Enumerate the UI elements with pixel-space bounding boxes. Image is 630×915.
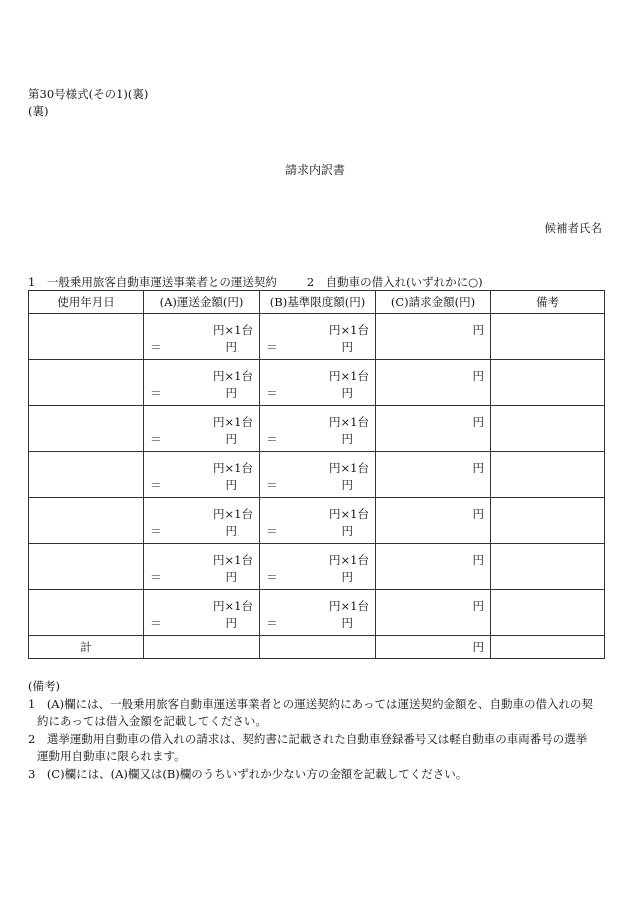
unit-yen-per-car: 円×1台: [213, 507, 253, 521]
date-cell[interactable]: [29, 452, 144, 498]
date-cell[interactable]: [29, 590, 144, 636]
yen-unit: 円: [225, 616, 237, 630]
total-row: [29, 636, 605, 659]
equals-sign: ＝: [266, 340, 278, 354]
remarks-cell[interactable]: [491, 544, 605, 590]
unit-yen-per-car: 円×1台: [329, 507, 369, 521]
remarks-cell[interactable]: [491, 498, 605, 544]
header-b-limit: (B)基準限度額(円): [260, 291, 376, 314]
note-1: 1 (A)欄には、一般乗用旅客自動車運送事業者との運送契約にあっては運送契約金額を、自動車の借入れの契: [28, 696, 593, 711]
yen-unit: 円: [472, 599, 484, 613]
unit-yen-per-car: 円×1台: [213, 415, 253, 429]
table-row: [29, 590, 605, 636]
yen-unit: 円: [472, 415, 484, 429]
note-3: 3 (C)欄には、(A)欄又は(B)欄のうちいずれか少ない方の金額を記載してください。: [28, 766, 468, 781]
equals-sign: ＝: [266, 386, 278, 400]
b-limit-cell[interactable]: [260, 590, 376, 636]
table-row: [29, 452, 605, 498]
header-a-amount: (A)運送金額(円): [144, 291, 260, 314]
unit-yen-per-car: 円×1台: [213, 461, 253, 475]
table-row: [29, 544, 605, 590]
table-header-row: [29, 291, 605, 314]
yen-unit: 円: [341, 524, 353, 538]
a-amount-cell[interactable]: [144, 314, 260, 360]
equals-sign: ＝: [150, 478, 162, 492]
unit-yen-per-car: 円×1台: [213, 553, 253, 567]
equals-sign: ＝: [150, 524, 162, 538]
equals-sign: ＝: [266, 570, 278, 584]
yen-unit: 円: [225, 432, 237, 446]
c-claim-cell[interactable]: [376, 590, 491, 636]
note-1-continued: 約にあっては借入金額を記載してください。: [37, 714, 267, 728]
yen-unit: 円: [225, 386, 237, 400]
total-label: 計: [29, 636, 144, 659]
unit-yen-per-car: 円×1台: [329, 461, 369, 475]
yen-unit: 円: [225, 340, 237, 354]
b-limit-cell[interactable]: [260, 452, 376, 498]
yen-unit: 円: [341, 616, 353, 630]
yen-unit: 円: [225, 524, 237, 538]
equals-sign: ＝: [150, 432, 162, 446]
unit-yen-per-car: 円×1台: [329, 323, 369, 337]
unit-yen-per-car: 円×1台: [329, 415, 369, 429]
b-limit-cell[interactable]: [260, 498, 376, 544]
unit-yen-per-car: 円×1台: [213, 369, 253, 383]
note-2-continued: 運動用自動車に限られます。: [37, 749, 186, 763]
header-date: 使用年月日: [29, 291, 144, 314]
total-remarks-cell: [491, 636, 605, 659]
yen-unit: 円: [341, 340, 353, 354]
yen-unit: 円: [341, 570, 353, 584]
b-limit-cell[interactable]: [260, 544, 376, 590]
date-cell[interactable]: [29, 544, 144, 590]
yen-unit: 円: [472, 507, 484, 521]
total-a-cell: [144, 636, 260, 659]
remarks-cell[interactable]: [491, 590, 605, 636]
unit-yen-per-car: 円×1台: [213, 323, 253, 337]
note-2: 2 選挙運動用自動車の借入れの請求は、契約書に記載された自動車登録番号又は軽自動車の車両番号の選挙: [28, 731, 588, 746]
remarks-cell[interactable]: [491, 360, 605, 406]
remarks-cell[interactable]: [491, 452, 605, 498]
unit-yen-per-car: 円×1台: [329, 369, 369, 383]
a-amount-cell[interactable]: [144, 498, 260, 544]
yen-unit: 円: [341, 386, 353, 400]
table-row: [29, 360, 605, 406]
yen-unit: 円: [225, 570, 237, 584]
page-title: 請求内訳書: [284, 163, 345, 177]
c-claim-cell[interactable]: [376, 314, 491, 360]
equals-sign: ＝: [150, 570, 162, 584]
yen-unit: 円: [472, 461, 484, 475]
candidate-name-label: 候補者氏名: [544, 221, 602, 235]
header-remarks: 備考: [491, 291, 605, 314]
equals-sign: ＝: [266, 524, 278, 538]
date-cell[interactable]: [29, 360, 144, 406]
c-claim-cell[interactable]: [376, 406, 491, 452]
equals-sign: ＝: [150, 386, 162, 400]
yen-unit: 円: [341, 432, 353, 446]
claim-detail-table: [28, 290, 605, 659]
unit-yen-per-car: 円×1台: [213, 599, 253, 613]
b-limit-cell[interactable]: [260, 406, 376, 452]
equals-sign: ＝: [266, 478, 278, 492]
date-cell[interactable]: [29, 498, 144, 544]
yen-unit: 円: [472, 323, 484, 337]
a-amount-cell[interactable]: [144, 544, 260, 590]
c-claim-cell[interactable]: [376, 498, 491, 544]
yen-unit: 円: [472, 369, 484, 383]
yen-unit: 円: [341, 478, 353, 492]
date-cell[interactable]: [29, 314, 144, 360]
heading-item-1: 1 一般乗用旅客自動車運送事業者との運送契約: [28, 275, 277, 289]
header-c-claim: (C)請求金額(円): [376, 291, 491, 314]
section-heading: [28, 274, 483, 290]
a-amount-cell[interactable]: [144, 360, 260, 406]
unit-yen-per-car: 円×1台: [329, 553, 369, 567]
equals-sign: ＝: [266, 616, 278, 630]
c-claim-cell[interactable]: [376, 452, 491, 498]
notes-section: [28, 678, 593, 783]
table-row: [29, 406, 605, 452]
notes-title: (備考): [28, 679, 60, 693]
heading-item-2: 2 自動車の借入れ(いずれかに○): [306, 275, 483, 289]
b-limit-cell[interactable]: [260, 360, 376, 406]
equals-sign: ＝: [150, 616, 162, 630]
table-row: [29, 498, 605, 544]
yen-unit: 円: [472, 553, 484, 567]
total-c-cell: 円: [376, 636, 491, 659]
date-cell[interactable]: [29, 406, 144, 452]
table-row: [29, 314, 605, 360]
c-claim-cell[interactable]: [376, 360, 491, 406]
b-limit-cell[interactable]: [260, 314, 376, 360]
equals-sign: ＝: [266, 432, 278, 446]
form-side-label: (裏): [28, 104, 49, 118]
yen-unit: 円: [225, 478, 237, 492]
unit-yen-per-car: 円×1台: [329, 599, 369, 613]
total-b-cell: [260, 636, 376, 659]
remarks-cell[interactable]: [491, 314, 605, 360]
equals-sign: ＝: [150, 340, 162, 354]
a-amount-cell[interactable]: [144, 452, 260, 498]
a-amount-cell[interactable]: [144, 590, 260, 636]
remarks-cell[interactable]: [491, 406, 605, 452]
form-number: 第30号様式(その1)(裏): [28, 87, 149, 101]
c-claim-cell[interactable]: [376, 544, 491, 590]
a-amount-cell[interactable]: [144, 406, 260, 452]
